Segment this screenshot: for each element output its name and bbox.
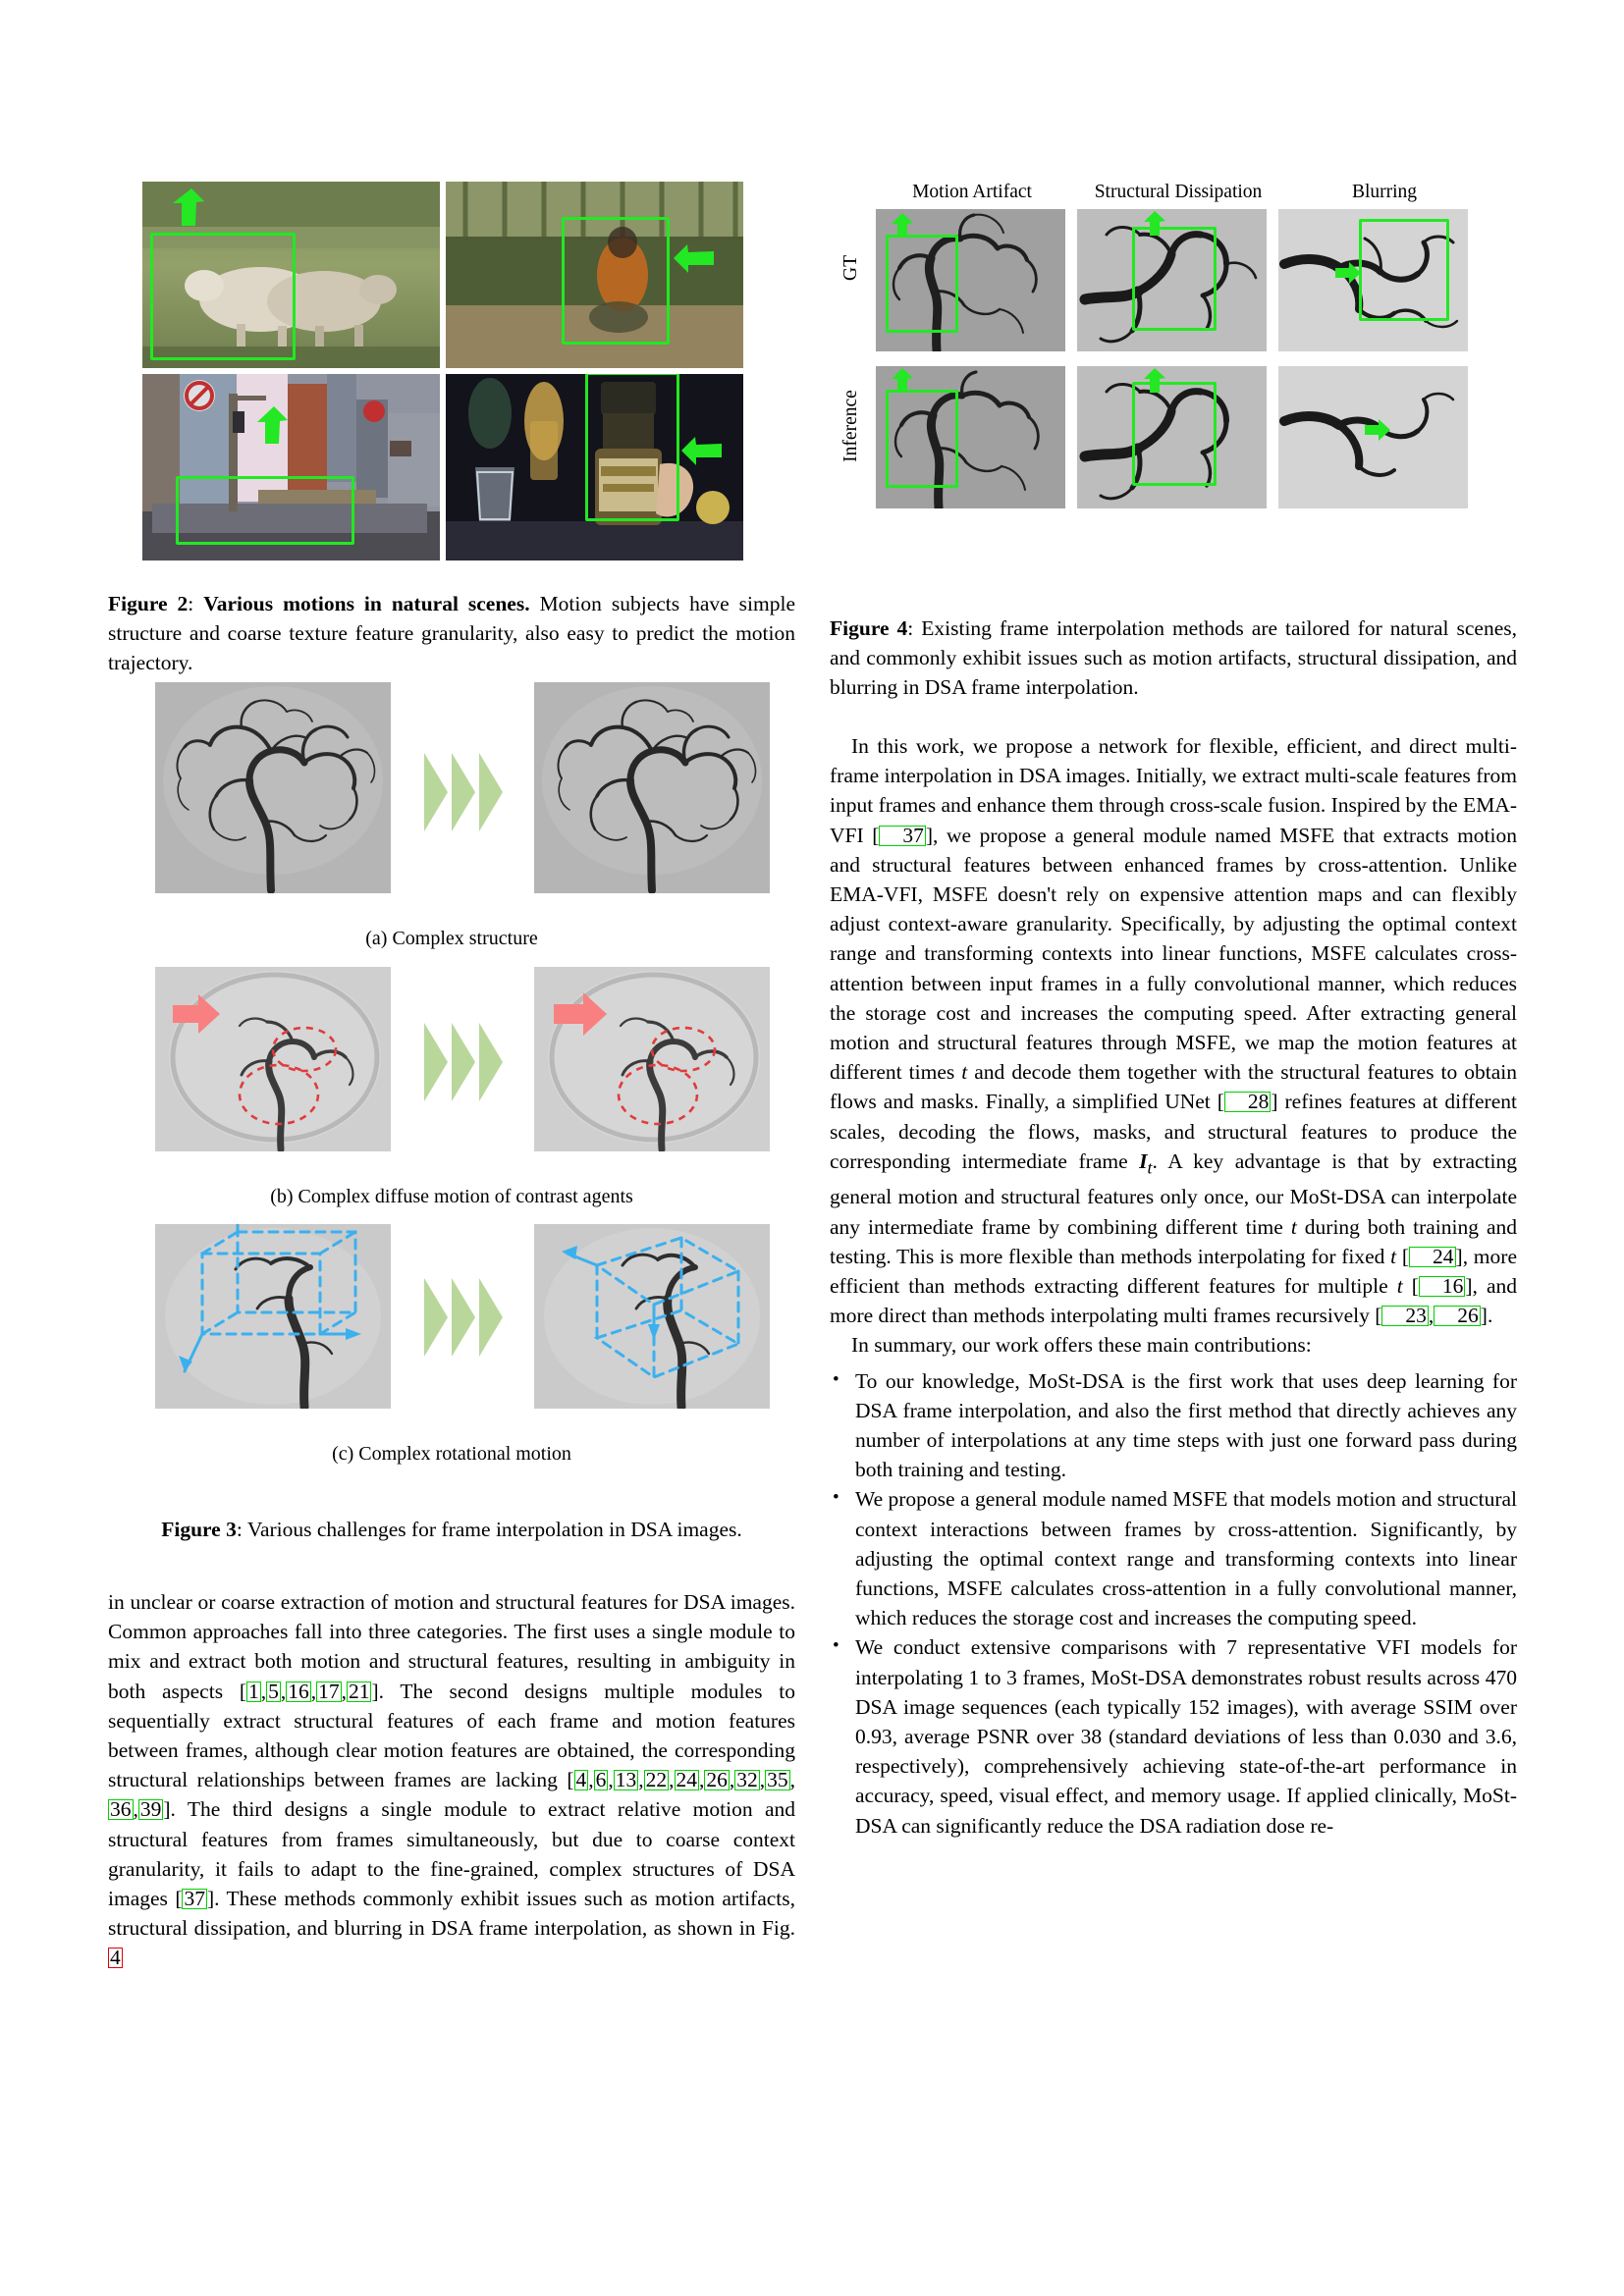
variable-t: t — [1390, 1244, 1397, 1268]
citation-13[interactable]: 13 — [615, 1768, 637, 1792]
left-text-part-2: ]. The second designs multiple modules to sequentially extract structural features of each frame and motion features between frames, although clear motion features are obtained, the corresponding structural relationships between frames are lacking [ — [108, 1679, 796, 1792]
annotation-box — [585, 374, 679, 521]
figure3-blue-cube-annotation — [534, 1224, 770, 1409]
annotation-box — [562, 217, 670, 345]
citation-17[interactable]: 17 — [318, 1679, 340, 1703]
figure3-row-a-right-image — [534, 682, 770, 893]
figure4-inference-blurring — [1278, 366, 1468, 508]
right-body-paragraph-2: In summary, our work offers these main contributions: — [851, 1333, 1312, 1358]
citation-26[interactable]: 26 — [706, 1768, 728, 1792]
citation-22[interactable]: 22 — [645, 1768, 668, 1792]
citation-21[interactable]: 21 — [348, 1679, 370, 1703]
figure4-gt-structural-dissipation — [1077, 209, 1267, 351]
right-text-part-a: In this work, we propose a network for flexible, efficient, and direct multi-frame interpolation in DSA images. Initially, we extract multi-scale features from input frames and enhance them through cross-scale fusion. Inspired by the EMA-VFI [ — [830, 734, 1517, 847]
figure-2-caption-rest: Motion subjects have simple structure and coarse texture feature granularity, also easy to predict the motion trajectory. — [108, 592, 795, 675]
right-text-part-g: [ — [1396, 1244, 1410, 1268]
figure2-panel-car-street — [142, 374, 440, 561]
citation-24[interactable]: 24 — [676, 1768, 697, 1792]
figure-2-sep: : — [188, 592, 204, 615]
figure-reference-4[interactable]: 4 — [110, 1946, 121, 1970]
figure3-blue-cube-annotation — [155, 1224, 391, 1409]
figure3-row-b-left-image — [155, 967, 391, 1151]
variable-t: t — [1290, 1214, 1297, 1239]
contributions-list — [830, 1366, 1517, 1841]
right-text-part-d: ] refines features at different scales, decoding the flows, masks, and structural features to produce the corresponding intermediate frame — [830, 1090, 1517, 1173]
figure3-chevron-b — [422, 1021, 507, 1103]
figure-3-caption-block — [108, 1515, 795, 1544]
figure4-header-blurring: Blurring — [1351, 182, 1418, 202]
annotation-box — [176, 476, 354, 545]
annotation-box — [886, 235, 958, 333]
citation-28[interactable]: 28 — [1224, 1092, 1272, 1112]
figure-2-caption-bold: Various motions in natural scenes. — [203, 592, 530, 615]
annotation-arrow-left — [672, 239, 717, 276]
figure-3-caption-rest: Various challenges for frame interpolation in DSA images. — [246, 1518, 742, 1541]
figure3-dashed-circles — [593, 1024, 770, 1151]
annotation-box — [150, 233, 296, 360]
figure-4-gt-inference-grid — [830, 182, 1517, 594]
annotation-arrow-right — [1363, 417, 1392, 443]
annotation-arrow-down — [170, 187, 207, 232]
annotation-box — [886, 390, 958, 488]
right-text-part-j: ], and more direct than methods interpolating multi frames recursively [ — [830, 1273, 1517, 1328]
figure3-row-a-left-image — [155, 682, 391, 893]
figure-3-sep: : — [236, 1518, 247, 1541]
figure-4-sep: : — [907, 616, 922, 640]
left-text-part-3: ]. The third designs a single module to extract relative motion and structural features from frames simultaneously, but due to coarse context granularity, it fails to adapt to the fine-grained, complex structures of DSA images [ — [108, 1797, 795, 1911]
figure3-dashed-circles — [214, 1024, 391, 1151]
figure4-row-label-inference: Inference — [840, 390, 861, 462]
citation-37[interactable]: 37 — [879, 826, 926, 846]
figure3-row-b-right-image — [534, 967, 770, 1151]
variable-t: t — [961, 1060, 968, 1085]
citation-16[interactable]: 16 — [1419, 1276, 1466, 1297]
figure4-header-structural-dissipation: Structural Dissipation — [1094, 182, 1263, 202]
right-text-part-c: and decode them together with the structural features to obtain flows and masks. Finally, a simplified UNet [ — [830, 1060, 1517, 1114]
figure-3-caption — [108, 1515, 795, 1544]
figure2-panel-sheep — [142, 182, 440, 368]
right-text-part-f: during both training and testing. This is more flexible than methods interpolating for fixed — [830, 1214, 1518, 1268]
figure-2-caption-block — [108, 589, 795, 678]
figure-3-label: Figure 3 — [161, 1518, 237, 1541]
figure4-header-motion-artifact: Motion Artifact — [912, 182, 1032, 202]
citation-36[interactable]: 36 — [110, 1797, 132, 1822]
citation-35[interactable]: 35 — [767, 1768, 788, 1792]
figure-4-label: Figure 4 — [830, 616, 908, 640]
citation-4[interactable]: 4 — [575, 1768, 587, 1792]
figure-4-caption-block — [830, 614, 1517, 703]
citation-37[interactable]: 37 — [184, 1887, 205, 1911]
figure-2-image-grid — [142, 182, 751, 564]
citation-32[interactable]: 32 — [736, 1768, 758, 1792]
citation-23[interactable]: 23 — [1381, 1306, 1429, 1326]
figure-2-caption — [108, 589, 795, 678]
annotation-box — [1359, 219, 1449, 321]
figure4-gt-blurring — [1278, 209, 1468, 351]
citation-26[interactable]: 26 — [1434, 1306, 1481, 1326]
figure-4-caption-rest: Existing frame interpolation methods are tailored for natural scenes, and commonly exhibit issues such as motion artifacts, structural dissipation, and blurring in DSA frame interpolation. — [830, 616, 1517, 700]
citation-16[interactable]: 16 — [288, 1679, 309, 1703]
figure3-row-c-left-image — [155, 1224, 391, 1409]
figure3-chevron-a — [422, 751, 507, 833]
figure3-row-c-right-image — [534, 1224, 770, 1409]
annotation-arrow-down — [1142, 209, 1167, 239]
figure-4-caption — [830, 614, 1517, 703]
right-body-paragraph-1: In this work, we propose a network for flexible, efficient, and direct multi-frame interpolation in DSA images. Initially, we extract multi-scale features from input frames and enhance them through cross-scale fusion. Inspired by the EMA-VFI [ 37], we propose a general module named MSFE that extracts motion and structural features between enhanced frames by cross-attention. Unlike EMA-VFI, MSFE doesn't rely on expensive attention maps and can flexibly adjust context-aware granularity. Specifically, by adjusting the optimal context range and transforming contexts into linear functions, MSFE calculates cross-attention between input frames in a fully convolutional manner, which reduces the storage cost and increases the computing speed. After extracting general motion and structural features through MSFE, we map the motion features at different times t and decode them together with the structural features to obtain flows and masks. Finally, a simplified UNet [ 28] refines features at different scales, decoding the flows, masks, and structural features to produce the corresponding intermediate frame $I_t$. A key advantage is that by extracting general motion and structural features only once, our MoSt-DSA can interpolate any intermediate frame by combining different time t during both training and testing. This is more flexible than methods interpolating for fixed t [ 24], more efficient than methods extracting different features for multiple t [ 16], and more direct than methods interpolating multi frames recursively [ 23, 26]. — [830, 734, 1518, 1328]
dsa-angiogram-a2 — [534, 682, 770, 893]
figure4-inference-motion-artifact — [876, 366, 1065, 508]
contribution-item-2: • We propose a general module named MSFE that models motion and structural context interactions between frames by cross-attention. Significantly, by adjusting the optimal context range and transforming contexts into linear functions, MSFE calculates cross-attention in a fully convolutional manner, which reduces the storage cost and increases the computing speed. — [830, 1484, 1517, 1632]
figure3-subcaption-c: (c) Complex rotational motion — [332, 1443, 571, 1465]
left-column-text — [108, 1587, 795, 1973]
annotation-box — [1132, 227, 1217, 331]
right-text-part-k: ]. — [1480, 1304, 1493, 1328]
left-text-part-4: ]. These methods commonly exhibit issues such as motion artifacts, structural dissipation, and blurring in DSA frame interpolation, as shown in Fig. — [108, 1887, 795, 1941]
variable-I-subscript: t — [1147, 1157, 1153, 1178]
right-text-part-h: ], more efficient than methods extracting different features for multiple — [830, 1244, 1517, 1298]
right-column-text — [830, 731, 1517, 1841]
citation-39[interactable]: 39 — [139, 1797, 162, 1822]
left-body-paragraph: in unclear or coarse extraction of motion and structural features for DSA images. Common approaches fall into three categories. The first uses a single module to mix and extract both motion and structural features, resulting in ambiguity in both aspects [1,5,16,17,21]. The second designs multiple modules to sequentially extract structural features of each frame and motion features between frames, although clear motion features are obtained, the corresponding structural relationships between frames are lacking [4,6,13,22,24,26,32,35,36,39]. The third designs a single module to extract relative motion and structural features from frames simultaneously, but due to coarse context granularity, it fails to adapt to the fine-grained, complex structures of DSA images [37]. These methods commonly exhibit issues such as motion artifacts, structural dissipation, and blurring in DSA frame interpolation, as shown in Fig. 4 — [108, 1590, 796, 1970]
annotation-arrow-left — [679, 431, 725, 468]
left-text-part-1: in unclear or coarse extraction of motion and structural features for DSA images. Common approaches fall into three categories. The first uses a single module to mix and extract both motion and structural features, resulting in ambiguity in both aspects [ — [108, 1590, 795, 1703]
variable-t: t — [1396, 1273, 1403, 1298]
citation-5[interactable]: 5 — [268, 1679, 279, 1703]
contribution-item-1: • To our knowledge, MoSt-DSA is the first work that uses deep learning for DSA frame interpolation, and also the first method that directly achieves any number of interpolations at any time steps with just one forward pass during both training and testing. — [830, 1366, 1517, 1485]
contribution-item-3: • We conduct extensive comparisons with 7 representative VFI models for interpolating 1 to 3 frames, MoSt-DSA demonstrates robust results across 470 DSA image sequences (each typically 152 images), with average SSIM over 0.93, average PSNR over 38 (standard deviations of less than 0.030 and 3.6, respectively), comprehensively achieving state-of-the-art performance in accuracy, speed, visual effect, and memory usage. If applied clinically, MoSt-DSA can significantly reduce the DSA radiation dose re- — [830, 1632, 1517, 1840]
figure2-panel-bottle — [446, 374, 743, 561]
right-text-part-i: [ — [1402, 1273, 1419, 1298]
figure3-subcaption-a: (a) Complex structure — [365, 928, 538, 949]
annotation-arrow-down — [254, 403, 292, 449]
annotation-arrow-right — [1333, 260, 1363, 286]
right-text-part-b: ], we propose a general module named MSFE that extracts motion and structural features between enhanced frames by cross-attention. Unlike EMA-VFI, MSFE doesn't rely on expensive attention maps and can flexibly adjust context-aware granularity. Specifically, by adjusting the optimal context range and transforming contexts into linear functions, MSFE calculates cross-attention between input frames in a fully convolutional manner, which reduces the storage cost and increases the computing speed. After extracting general motion and structural features through MSFE, we map the motion features at different times — [830, 823, 1517, 1085]
annotation-arrow-down — [890, 366, 915, 396]
dsa-angiogram-a1 — [155, 682, 391, 893]
figure-2-label: Figure 2 — [108, 592, 189, 615]
figure2-panel-cyclist — [446, 182, 743, 368]
citation-6[interactable]: 6 — [595, 1768, 607, 1792]
right-text-part-e: . A key advantage is that by extracting general motion and structural features only once, our MoSt-DSA can interpolate any intermediate frame by combining different time — [830, 1148, 1517, 1239]
figure3-subcaption-b: (b) Complex diffuse motion of contrast agents — [270, 1186, 633, 1207]
figure4-gt-motion-artifact — [876, 209, 1065, 351]
annotation-arrow-down — [1142, 366, 1167, 396]
figure3-chevron-c — [422, 1276, 507, 1359]
annotation-box — [1132, 382, 1217, 486]
citation-24[interactable]: 24 — [1409, 1247, 1456, 1267]
annotation-arrow-down — [890, 211, 915, 240]
figure4-row-label-gt: GT — [840, 255, 861, 281]
figure4-inference-structural-dissipation — [1077, 366, 1267, 508]
variable-I: I — [1139, 1148, 1148, 1173]
citation-1[interactable]: 1 — [247, 1679, 259, 1703]
